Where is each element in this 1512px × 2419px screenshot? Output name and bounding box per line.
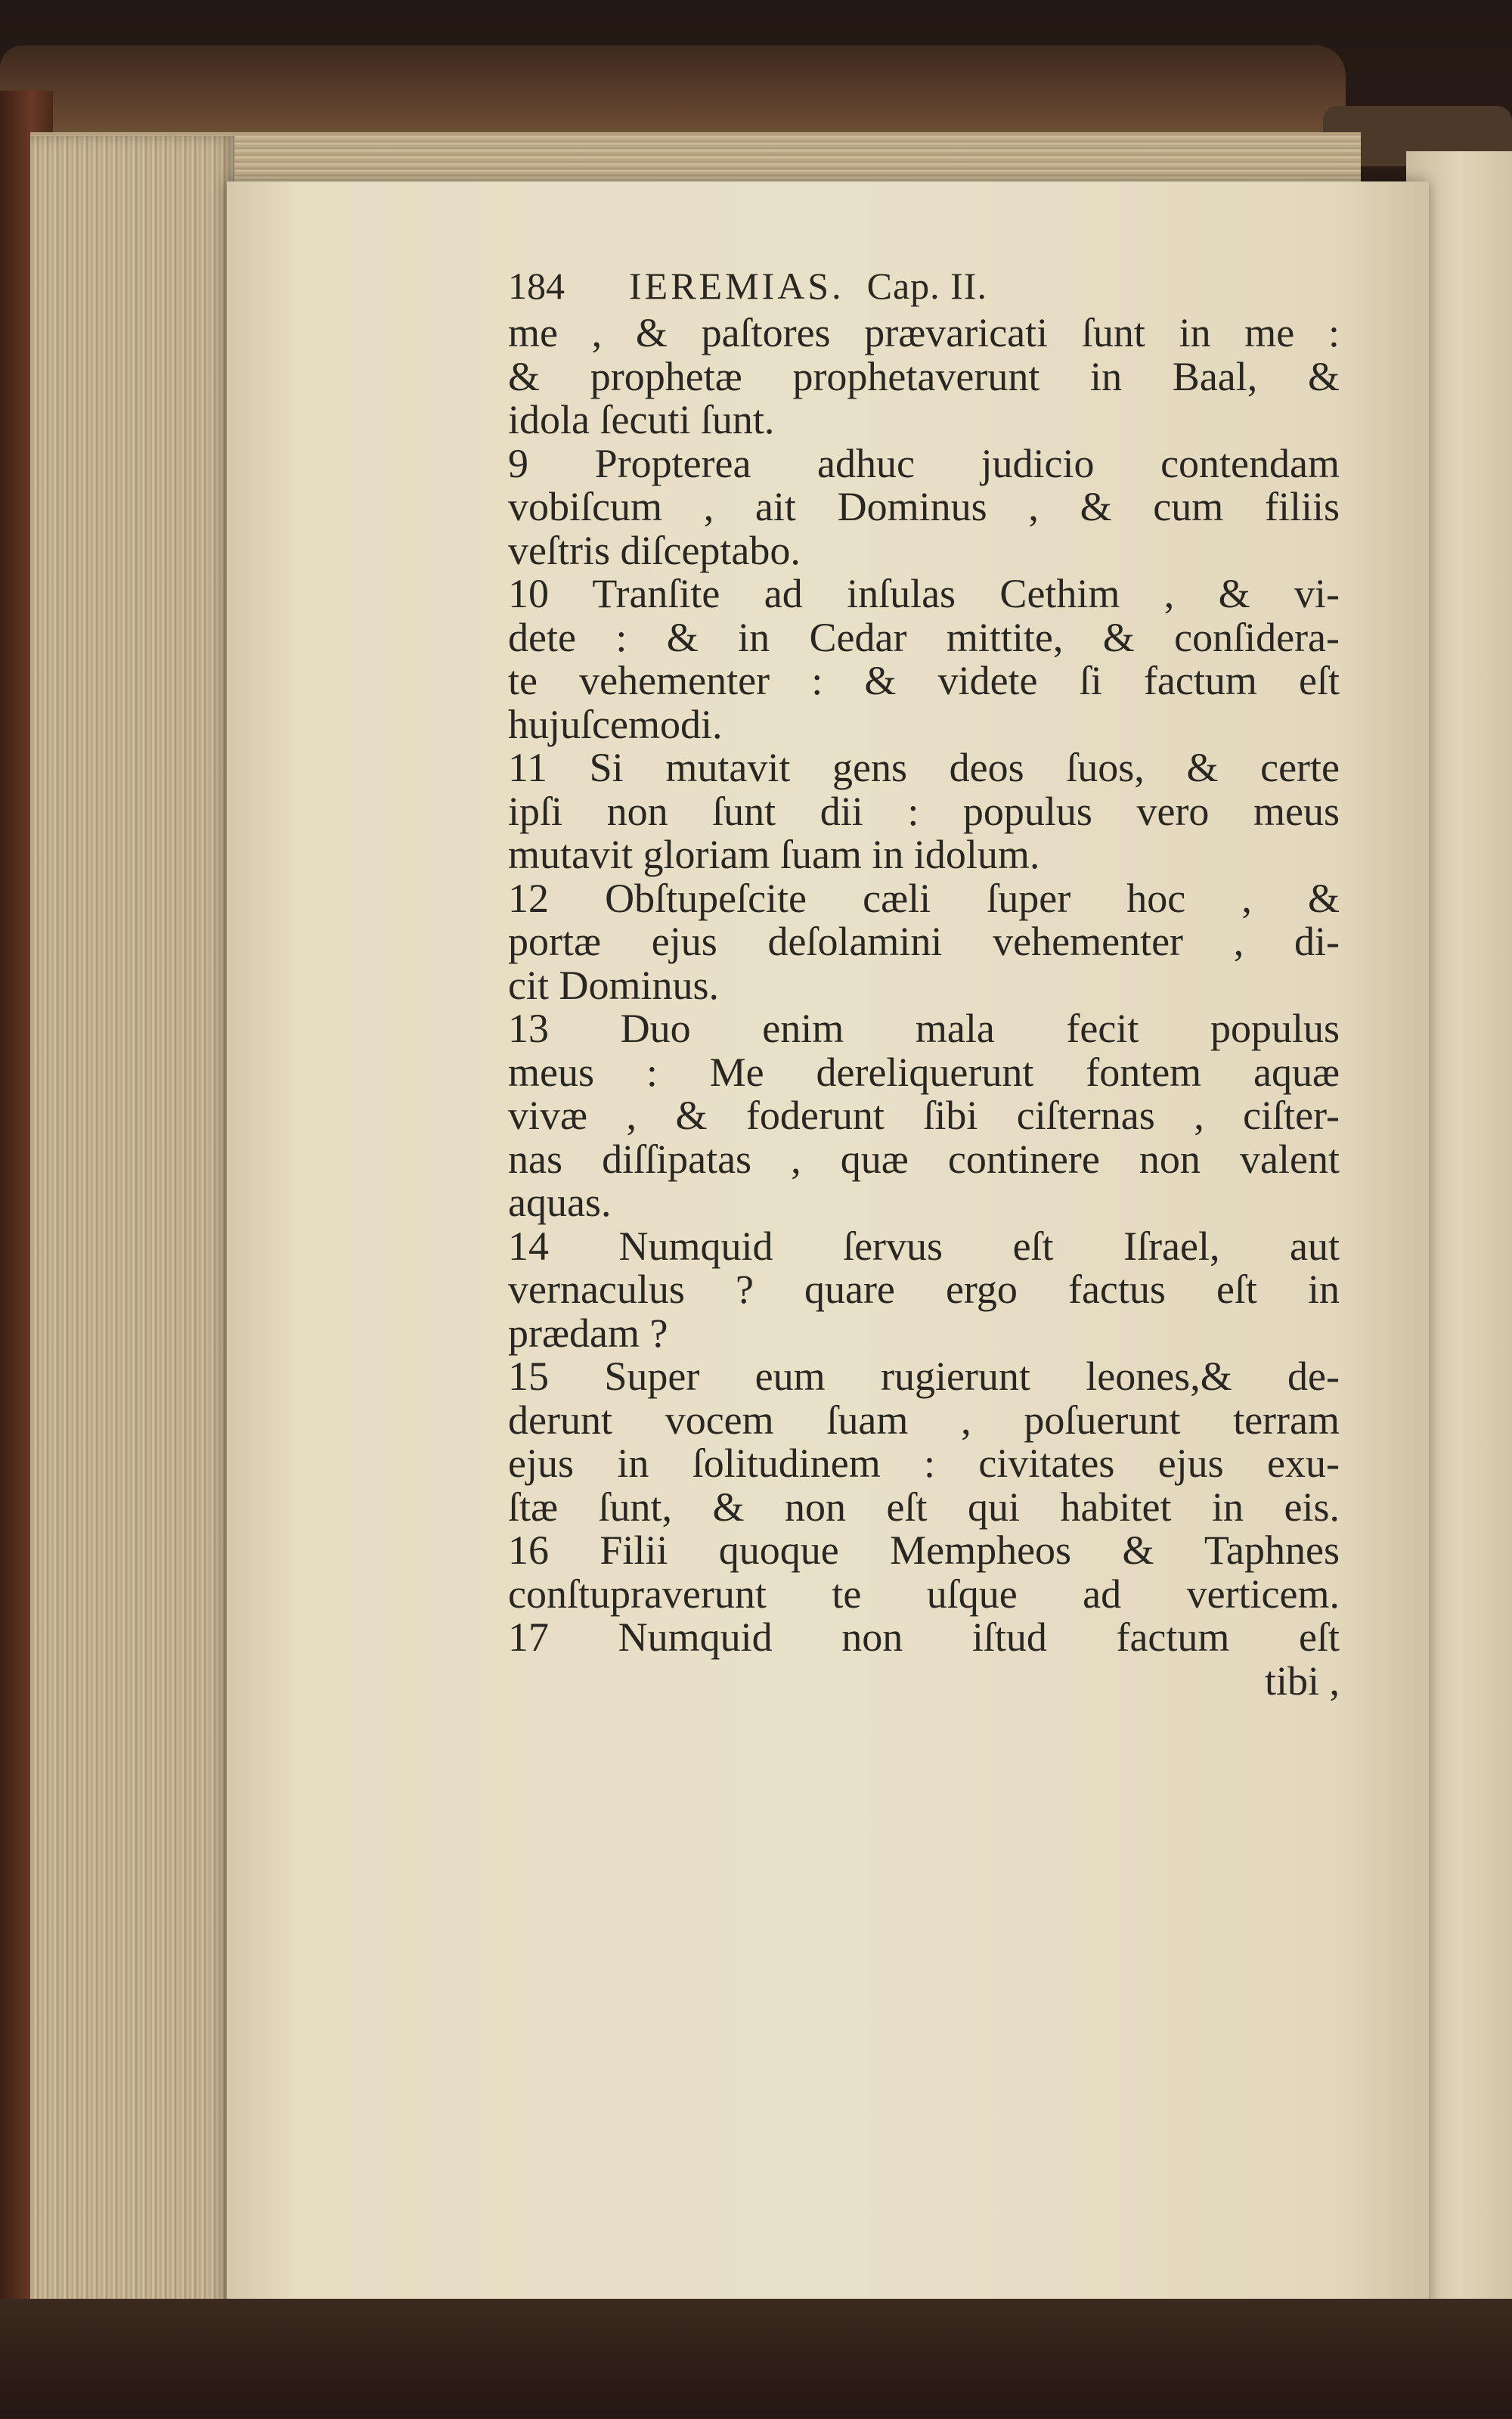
text-line: vobiſcum , ait Dominus , & cum filiis — [508, 484, 1340, 529]
text-line: & prophetæ prophetaverunt in Baal, & — [508, 353, 1340, 399]
text-line: ipſi non ſunt dii : populus vero meus — [508, 788, 1340, 834]
text-line: 12 Obſtupeſcite cæli ſuper hoc , & — [508, 875, 1340, 921]
text-line: derunt vocem ſuam , poſuerunt terram — [508, 1397, 1340, 1443]
text-line: 13 Duo enim mala fecit populus — [508, 1006, 1340, 1051]
text-line: te vehementer : & videte ſi factum eſt — [508, 658, 1340, 703]
text-line: aquas. — [508, 1180, 612, 1225]
text-line: 15 Super eum rugierunt leones,& de- — [508, 1354, 1340, 1399]
text-line: vivæ , & foderunt ſibi ciſternas , ciſter- — [508, 1093, 1340, 1138]
text-line: me , & paſtores prævaricati ſunt in me : — [508, 310, 1340, 355]
running-title: IEREMIAS. — [629, 265, 844, 307]
text-line: meus : Me dereliquerunt fontem aquæ — [508, 1049, 1340, 1095]
text-line: portæ ejus deſolamini vehementer , di- — [508, 919, 1340, 964]
page-header — [508, 265, 1340, 312]
text-line: prædam ? — [508, 1310, 668, 1356]
text-line: ejus in ſolitudinem : civitates ejus exu- — [508, 1441, 1340, 1486]
text-line: mutavit gloriam ſuam in idolum. — [508, 832, 1040, 877]
text-line: 14 Numquid ſervus eſt Iſrael, aut — [508, 1223, 1340, 1269]
text-line: ſtæ ſunt, & non eſt qui habitet in eis. — [508, 1484, 1340, 1530]
chapter-label: Cap. II. — [866, 265, 987, 307]
text-lines — [508, 312, 1340, 1703]
text-line: 11 Si mutavit gens deos ſuos, & certe — [508, 745, 1340, 790]
text-line: cit Dominus. — [508, 962, 719, 1008]
text-line: hujuſcemodi. — [508, 701, 723, 747]
text-line: veſtris diſceptabo. — [508, 527, 801, 573]
text-line: idola ſecuti ſunt. — [508, 397, 775, 442]
text-line: conſtupraverunt te uſque ad verticem. — [508, 1571, 1340, 1617]
page-text-block — [508, 265, 1340, 1703]
text-line: 10 Tranſite ad inſulas Cethim , & vi- — [508, 571, 1340, 616]
dark-bottom-margin — [0, 2299, 1512, 2419]
text-line: 16 Filii quoque Mempheos & Taphnes — [508, 1527, 1340, 1573]
text-line: 17 Numquid non iſtud factum eſt — [508, 1614, 1340, 1660]
page-stack-left-edge — [30, 136, 234, 2314]
page-number: 184 — [508, 265, 565, 307]
text-line: dete : & in Cedar mittite, & conſidera- — [508, 614, 1340, 660]
text-line: nas diſſipatas , quæ continere non valent — [508, 1136, 1340, 1182]
text-line: 9 Propterea adhuc judicio contendam — [508, 440, 1340, 486]
text-line: tibi , — [1264, 1658, 1340, 1704]
text-line: vernaculus ? quare ergo factus eſt in — [508, 1267, 1340, 1312]
